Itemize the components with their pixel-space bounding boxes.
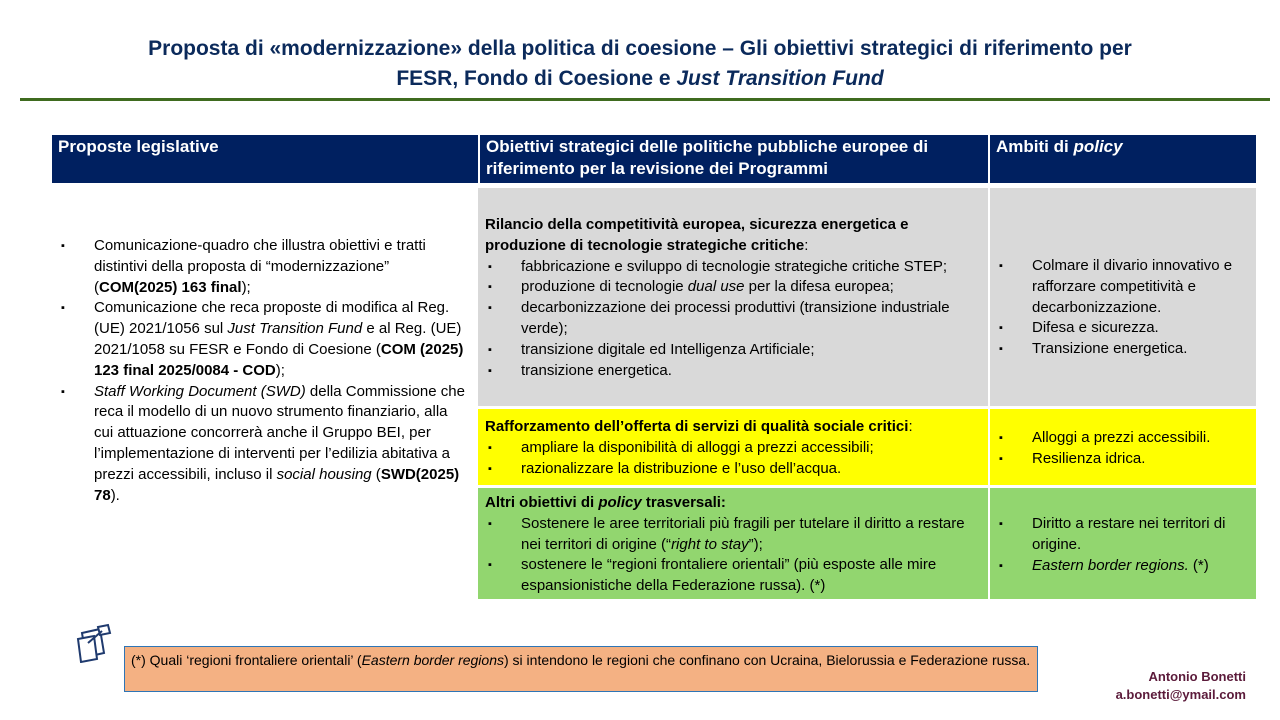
list-item: ▪ Colmare il divario innovativo e rafforzare competitività e decarbonizzazione.: [996, 256, 1250, 318]
proposals-list: [58, 236, 468, 506]
section-altri-obiettivi: [478, 488, 988, 599]
section-title: Altri obiettivi di policy trasversali:: [485, 494, 726, 511]
header-obiettivi: Obiettivi strategici delle politiche pubbliche europee di riferimento per la revisione dei Programmi: [480, 135, 988, 183]
section-title: Rilancio della competitività europea, sicurezza energetica e produzione di tecnologie strategiche critiche:: [485, 216, 909, 254]
list-item: ▪ transizione digitale ed Intelligenza Artificiale;: [485, 340, 982, 361]
author-info: [1116, 668, 1246, 704]
list-item: ▪ razionalizzare la distribuzione e l’uso dell’acqua.: [485, 459, 982, 480]
list-item: ▪ sostenere le “regioni frontaliere orientali” (più esposte alle mire espansionistiche della Federazione russa). (*): [485, 555, 982, 597]
policy-servizi-sociali: [990, 409, 1256, 485]
list-item: ▪ Diritto a restare nei territori di origine.: [996, 514, 1250, 556]
section-servizi-sociali: [478, 409, 988, 485]
list-item: ▪ Resilienza idrica.: [996, 449, 1250, 470]
notepad-pencil-icon: [74, 623, 114, 663]
list-item: ▪ decarbonizzazione dei processi produttivi (transizione industriale verde);: [485, 298, 982, 340]
list-item: ▪ Difesa e sicurezza.: [996, 318, 1250, 339]
list-item: ▪ produzione di tecnologie dual use per la difesa europea;: [485, 277, 982, 298]
policy-competitivita: [990, 188, 1256, 406]
section-title: Rafforzamento dell’offerta di servizi di qualità sociale critici:: [485, 418, 913, 435]
policy-altri-obiettivi: [990, 488, 1256, 599]
list-item: ▪ transizione energetica.: [485, 361, 982, 382]
list-item: ▪ Eastern border regions. (*): [996, 556, 1250, 577]
author-name: Antonio Bonetti: [1148, 669, 1246, 684]
header-ambiti: Ambiti di policy: [990, 135, 1256, 183]
title-divider: [20, 98, 1270, 101]
title-line-1: Proposta di «modernizzazione» della politica di coesione – Gli obiettivi strategici di riferimento per: [148, 37, 1132, 60]
list-item: ▪ Sostenere le aree territoriali più fragili per tutelare il diritto a restare nei territori di origine (“right to stay”);: [485, 514, 982, 556]
list-item: ▪ fabbricazione e sviluppo di tecnologie strategiche critiche STEP;: [485, 257, 982, 278]
footnote-box: (*) Quali ‘regioni frontaliere orientali’ (Eastern border regions) si intendono le regioni che confinano con Ucraina, Bielorussia e Federazione russa.: [124, 646, 1038, 692]
section-competitivita: [478, 188, 988, 406]
proposal-item: ▪ Staff Working Document (SWD) della Commissione che reca il modello di un nuovo strumento finanziario, alla cui attuazione concorrerà anche il Gruppo BEI, per l’implementazione di interventi per l’edilizia abitativa a prezzi accessibili, incluso il social housing (SWD(2025) 78).: [58, 382, 468, 507]
author-email: a.bonetti@ymail.com: [1115, 687, 1246, 702]
list-item: ▪ Alloggi a prezzi accessibili.: [996, 428, 1250, 449]
list-item: ▪ ampliare la disponibilità di alloggi a prezzi accessibili;: [485, 438, 982, 459]
list-item: ▪ Transizione energetica.: [996, 339, 1250, 360]
page-title: [40, 34, 1240, 94]
title-line-2: FESR, Fondo di Coesione e Just Transition Fund: [396, 67, 884, 90]
proposal-item: ▪ Comunicazione-quadro che illustra obiettivi e tratti distintivi della proposta di “modernizzazione” (COM(2025) 163 final);: [58, 236, 468, 298]
header-proposte: Proposte legislative: [52, 135, 478, 183]
proposal-item: ▪ Comunicazione che reca proposte di modifica al Reg. (UE) 2021/1056 sul Just Transition Fund e al Reg. (UE) 2021/1058 su FESR e Fondo di Coesione (COM (2025) 123 final 2025/0084 - COD);: [58, 298, 468, 381]
